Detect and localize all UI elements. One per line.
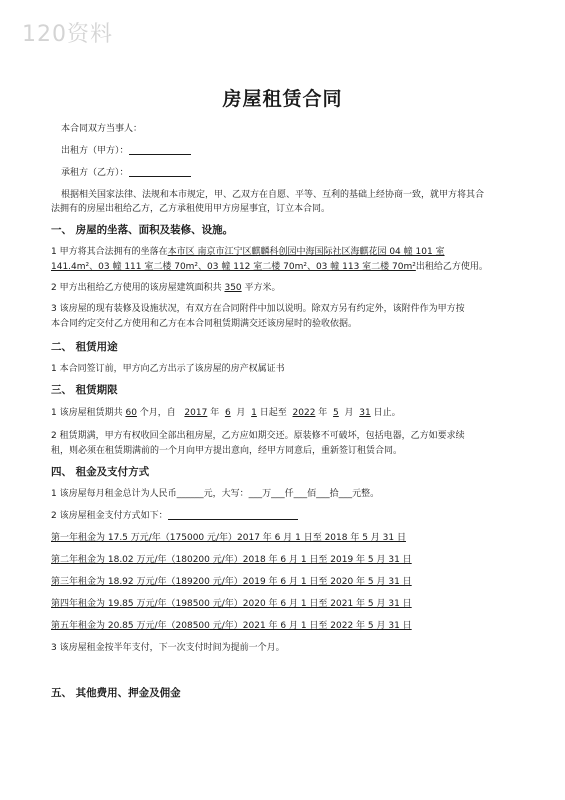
s1-p1-suffix: 出租给乙方使用。 [415,262,488,272]
end-month: 5 [333,408,339,418]
rent-row-2: 第二年租金为 18.02 万元/年（180200 元/年）2018 年 6 月 1 日至 2019 年 5 月 31 日 [51,555,412,565]
section-2-heading: 二、 租赁用途 [51,341,118,353]
property-units: 141.4m²、03 幢 111 室二楼 70m²、03 幢 112 室二楼 70m²、03 幢 113 室二楼 70m² [51,262,416,272]
section-3-heading: 三、 租赁期限 [51,384,118,396]
watermark: 120资料 [22,22,113,47]
term-months: 60 [125,408,137,418]
rent-row-5: 第五年租金为 20.85 万元/年（208500 元/年）2021 年 6 月 1 日至 2022 年 5 月 31 日 [51,621,412,631]
lessor-line [61,143,191,156]
payment-method-label: 2 该房屋租金支付方式如下： [51,511,168,521]
lessor-blank [129,144,191,155]
area-value: 350 [224,283,242,293]
s1-p1-line-2 [51,259,488,272]
s1-p2-suffix: 平方米。 [244,283,281,293]
from-to-label: 日起至 [259,408,287,418]
preamble-line-2: 法拥有的房屋出租给乙方，乙方承租使用甲方房屋事宜，订立本合同。 [51,204,331,214]
term-prefix: 1 该房屋租赁期共 [51,408,123,418]
month-label-1: 月 [236,408,246,418]
s1-p3-line-1: 3 该房屋的现有装修及设施状况，有双方在合同附件中加以说明。除双方另有约定外，该附件作为甲方按 [51,304,465,314]
parties-line: 本合同双方当事人： [61,124,143,134]
s3-p2-line-1: 2 租赁期满，甲方有权收回全部出租房屋，乙方应如期交还。原装修不可破坏，包括电器，乙方如要求续 [51,431,465,441]
end-year: 2022 [292,408,316,418]
lessor-label: 出租方（甲方）： [61,146,129,156]
s1-p3-line-2: 本合同约定交付乙方使用和乙方在本合同租赁期满交还该房屋时的验收依据。 [51,319,358,329]
page-title: 房屋租赁合同 [222,88,343,110]
end-day: 31 [359,408,371,418]
lessee-blank [129,166,191,177]
section-4-heading: 四、 租金及支付方式 [51,466,150,478]
property-location: 本市区 南京市江宁区麒麟科创园中海国际社区海麒花园 04 幢 101 室 [167,247,445,257]
payment-method-blank [168,509,298,520]
term-text-b: 个月，自 [139,408,176,418]
section-1-heading: 一、 房屋的坐落、面积及装修、设施。 [51,224,234,236]
lessee-label: 承租方（乙方）： [61,168,129,178]
s1-p2 [51,280,281,293]
start-year: 2017 [184,408,208,418]
preamble-line-1: 根据相关国家法律、法规和本市规定，甲、乙双方在自愿、平等、互利的基础上经协商一致，就甲方将其合 [61,190,485,200]
s4-p3: 3 该房屋租金按半年支付，下一次支付时间为提前一个月。 [51,643,285,653]
year-label-1: 年 [210,408,220,418]
start-day: 1 [251,408,257,418]
s3-p2-line-2: 租，则必须在租赁期满前的一个月向甲方提出意向，经甲方同意后，重新签订租赁合同。 [51,446,403,456]
section-5-heading: 五、 其他费用、押金及佣金 [51,687,181,699]
s1-p2-prefix: 2 甲方出租给乙方使用的该房屋建筑面积共 [51,283,222,293]
rent-row-3: 第三年租金为 18.92 万元/年（189200 元/年）2019 年 6 月 1 日至 2020 年 5 月 31 日 [51,577,412,587]
rent-row-4: 第四年租金为 19.85 万元/年（198500 元/年）2020 年 6 月 1 日至 2021 年 5 月 31 日 [51,599,412,609]
s2-p1: 1 本合同签订前，甲方向乙方出示了该房屋的房产权属证书 [51,364,285,374]
month-label-2: 月 [344,408,354,418]
s1-p1-prefix: 1 甲方将其合法拥有的坐落在 [51,247,168,257]
end-label: 日止。 [373,408,401,418]
s1-p1-line-1 [51,244,445,257]
lessee-line [61,165,191,178]
s3-p1 [51,405,401,418]
s4-p1: 1 该房屋每月租金总计为人民币______元，大写：___万___仟___佰___拾___元整。 [51,489,380,499]
s4-p2 [51,508,298,521]
start-month: 6 [224,408,231,418]
year-label-2: 年 [318,408,328,418]
rent-row-1: 第一年租金为 17.5 万元/年（175000 元/年）2017 年 6 月 1 日至 2018 年 5 月 31 日 [51,533,406,543]
